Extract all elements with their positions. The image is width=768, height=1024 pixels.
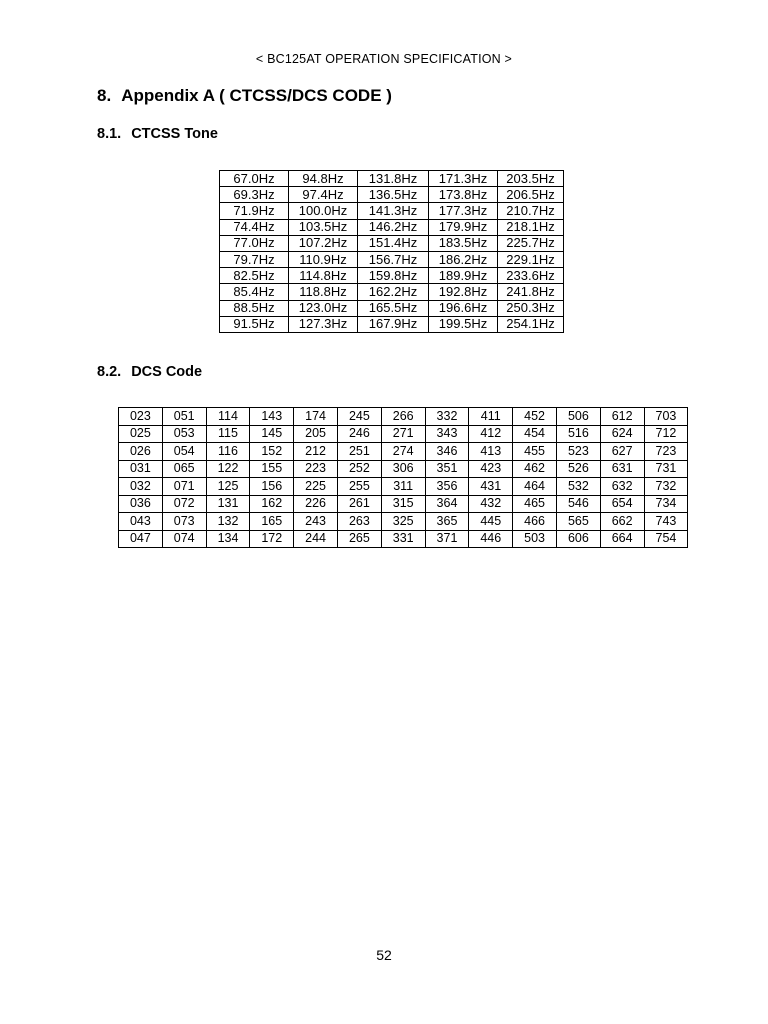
dcs-cell: 662 <box>600 513 644 531</box>
dcs-cell: 252 <box>337 460 381 478</box>
ctcss-row <box>220 300 564 316</box>
running-header: < BC125AT OPERATION SPECIFICATION > <box>255 52 513 66</box>
dcs-cell: 245 <box>337 408 381 426</box>
dcs-cell: 446 <box>469 530 513 548</box>
dcs-cell: 413 <box>469 443 513 461</box>
dcs-cell: 445 <box>469 513 513 531</box>
dcs-cell: 156 <box>250 478 294 496</box>
dcs-cell: 455 <box>513 443 557 461</box>
page-number: 52 <box>376 947 392 963</box>
dcs-cell: 043 <box>119 513 163 531</box>
ctcss-cell: 177.3Hz <box>429 203 498 219</box>
ctcss-cell: 107.2Hz <box>289 235 358 251</box>
dcs-cell: 664 <box>600 530 644 548</box>
dcs-cell: 266 <box>381 408 425 426</box>
ctcss-cell: 141.3Hz <box>358 203 429 219</box>
dcs-cell: 465 <box>513 495 557 513</box>
dcs-cell: 115 <box>206 425 250 443</box>
dcs-cell: 246 <box>337 425 381 443</box>
dcs-cell: 225 <box>294 478 338 496</box>
dcs-cell: 411 <box>469 408 513 426</box>
dcs-cell: 226 <box>294 495 338 513</box>
ctcss-number: 8.1. <box>97 126 122 142</box>
dcs-cell: 325 <box>381 513 425 531</box>
dcs-cell: 332 <box>425 408 469 426</box>
dcs-cell: 431 <box>469 478 513 496</box>
ctcss-cell: 179.9Hz <box>429 219 498 235</box>
dcs-cell: 072 <box>162 495 206 513</box>
dcs-cell: 612 <box>600 408 644 426</box>
dcs-cell: 546 <box>556 495 600 513</box>
dcs-cell: 712 <box>644 425 688 443</box>
dcs-cell: 351 <box>425 460 469 478</box>
ctcss-row <box>220 203 564 219</box>
dcs-cell: 036 <box>119 495 163 513</box>
dcs-cell: 053 <box>162 425 206 443</box>
dcs-cell: 365 <box>425 513 469 531</box>
ctcss-row <box>220 235 564 251</box>
ctcss-cell: 118.8Hz <box>289 284 358 300</box>
ctcss-cell: 167.9Hz <box>358 316 429 332</box>
dcs-row <box>119 443 688 461</box>
ctcss-cell: 192.8Hz <box>429 284 498 300</box>
dcs-cell: 454 <box>513 425 557 443</box>
dcs-cell: 364 <box>425 495 469 513</box>
dcs-cell: 071 <box>162 478 206 496</box>
dcs-cell: 627 <box>600 443 644 461</box>
ctcss-cell: 203.5Hz <box>498 171 564 187</box>
ctcss-cell: 165.5Hz <box>358 300 429 316</box>
ctcss-cell: 229.1Hz <box>498 251 564 267</box>
dcs-cell: 516 <box>556 425 600 443</box>
ctcss-cell: 199.5Hz <box>429 316 498 332</box>
dcs-cell: 065 <box>162 460 206 478</box>
ctcss-cell: 110.9Hz <box>289 251 358 267</box>
dcs-cell: 523 <box>556 443 600 461</box>
dcs-row <box>119 425 688 443</box>
dcs-row <box>119 408 688 426</box>
ctcss-cell: 77.0Hz <box>220 235 289 251</box>
dcs-row <box>119 530 688 548</box>
dcs-cell: 346 <box>425 443 469 461</box>
ctcss-cell: 162.2Hz <box>358 284 429 300</box>
dcs-cell: 503 <box>513 530 557 548</box>
ctcss-cell: 131.8Hz <box>358 171 429 187</box>
ctcss-cell: 82.5Hz <box>220 268 289 284</box>
ctcss-cell: 206.5Hz <box>498 187 564 203</box>
ctcss-cell: 218.1Hz <box>498 219 564 235</box>
ctcss-cell: 85.4Hz <box>220 284 289 300</box>
dcs-cell: 723 <box>644 443 688 461</box>
dcs-cell: 263 <box>337 513 381 531</box>
dcs-cell: 026 <box>119 443 163 461</box>
ctcss-cell: 74.4Hz <box>220 219 289 235</box>
ctcss-cell: 67.0Hz <box>220 171 289 187</box>
ctcss-row <box>220 251 564 267</box>
dcs-cell: 165 <box>250 513 294 531</box>
dcs-row <box>119 495 688 513</box>
ctcss-cell: 100.0Hz <box>289 203 358 219</box>
ctcss-cell: 186.2Hz <box>429 251 498 267</box>
ctcss-cell: 196.6Hz <box>429 300 498 316</box>
ctcss-cell: 146.2Hz <box>358 219 429 235</box>
section-number: 8. <box>97 86 112 105</box>
dcs-cell: 565 <box>556 513 600 531</box>
dcs-cell: 047 <box>119 530 163 548</box>
dcs-cell: 205 <box>294 425 338 443</box>
dcs-cell: 051 <box>162 408 206 426</box>
dcs-cell: 134 <box>206 530 250 548</box>
ctcss-cell: 225.7Hz <box>498 235 564 251</box>
ctcss-cell: 71.9Hz <box>220 203 289 219</box>
dcs-cell: 155 <box>250 460 294 478</box>
dcs-title: DCS Code <box>131 364 203 380</box>
dcs-cell: 315 <box>381 495 425 513</box>
dcs-cell: 462 <box>513 460 557 478</box>
ctcss-cell: 123.0Hz <box>289 300 358 316</box>
dcs-cell: 265 <box>337 530 381 548</box>
ctcss-cell: 159.8Hz <box>358 268 429 284</box>
dcs-row <box>119 460 688 478</box>
dcs-cell: 306 <box>381 460 425 478</box>
ctcss-row <box>220 171 564 187</box>
dcs-cell: 703 <box>644 408 688 426</box>
dcs-cell: 731 <box>644 460 688 478</box>
ctcss-cell: 79.7Hz <box>220 251 289 267</box>
dcs-cell: 131 <box>206 495 250 513</box>
ctcss-cell: 103.5Hz <box>289 219 358 235</box>
dcs-cell: 466 <box>513 513 557 531</box>
dcs-cell: 654 <box>600 495 644 513</box>
dcs-cell: 331 <box>381 530 425 548</box>
dcs-cell: 432 <box>469 495 513 513</box>
dcs-cell: 452 <box>513 408 557 426</box>
dcs-cell: 054 <box>162 443 206 461</box>
dcs-cell: 152 <box>250 443 294 461</box>
dcs-cell: 464 <box>513 478 557 496</box>
ctcss-cell: 241.8Hz <box>498 284 564 300</box>
ctcss-cell: 94.8Hz <box>289 171 358 187</box>
ctcss-cell: 97.4Hz <box>289 187 358 203</box>
ctcss-cell: 171.3Hz <box>429 171 498 187</box>
section-title: Appendix A ( CTCSS/DCS CODE ) <box>121 86 392 105</box>
dcs-cell: 343 <box>425 425 469 443</box>
ctcss-title: CTCSS Tone <box>131 126 218 142</box>
ctcss-row <box>220 316 564 332</box>
dcs-cell: 624 <box>600 425 644 443</box>
ctcss-row <box>220 284 564 300</box>
dcs-cell: 311 <box>381 478 425 496</box>
dcs-cell: 122 <box>206 460 250 478</box>
ctcss-row <box>220 219 564 235</box>
dcs-cell: 606 <box>556 530 600 548</box>
dcs-cell: 631 <box>600 460 644 478</box>
dcs-cell: 251 <box>337 443 381 461</box>
dcs-cell: 261 <box>337 495 381 513</box>
dcs-cell: 632 <box>600 478 644 496</box>
ctcss-cell: 250.3Hz <box>498 300 564 316</box>
ctcss-cell: 189.9Hz <box>429 268 498 284</box>
ctcss-cell: 88.5Hz <box>220 300 289 316</box>
dcs-cell: 073 <box>162 513 206 531</box>
dcs-cell: 274 <box>381 443 425 461</box>
dcs-cell: 371 <box>425 530 469 548</box>
ctcss-cell: 254.1Hz <box>498 316 564 332</box>
dcs-cell: 074 <box>162 530 206 548</box>
dcs-cell: 132 <box>206 513 250 531</box>
ctcss-cell: 91.5Hz <box>220 316 289 332</box>
dcs-cell: 244 <box>294 530 338 548</box>
dcs-cell: 255 <box>337 478 381 496</box>
dcs-cell: 116 <box>206 443 250 461</box>
dcs-number: 8.2. <box>97 364 122 380</box>
dcs-cell: 754 <box>644 530 688 548</box>
ctcss-cell: 69.3Hz <box>220 187 289 203</box>
ctcss-cell: 127.3Hz <box>289 316 358 332</box>
dcs-cell: 212 <box>294 443 338 461</box>
dcs-code-table <box>118 407 688 548</box>
dcs-cell: 423 <box>469 460 513 478</box>
ctcss-heading <box>97 126 218 142</box>
dcs-row <box>119 478 688 496</box>
dcs-cell: 174 <box>294 408 338 426</box>
dcs-cell: 526 <box>556 460 600 478</box>
dcs-cell: 732 <box>644 478 688 496</box>
ctcss-cell: 183.5Hz <box>429 235 498 251</box>
dcs-cell: 356 <box>425 478 469 496</box>
dcs-cell: 032 <box>119 478 163 496</box>
dcs-row <box>119 513 688 531</box>
dcs-cell: 023 <box>119 408 163 426</box>
section-heading <box>97 86 392 106</box>
ctcss-cell: 210.7Hz <box>498 203 564 219</box>
ctcss-cell: 233.6Hz <box>498 268 564 284</box>
dcs-cell: 162 <box>250 495 294 513</box>
dcs-heading <box>97 364 202 380</box>
dcs-cell: 025 <box>119 425 163 443</box>
dcs-cell: 125 <box>206 478 250 496</box>
ctcss-cell: 136.5Hz <box>358 187 429 203</box>
ctcss-cell: 151.4Hz <box>358 235 429 251</box>
ctcss-row <box>220 268 564 284</box>
ctcss-tone-table <box>219 170 564 333</box>
dcs-cell: 743 <box>644 513 688 531</box>
dcs-cell: 412 <box>469 425 513 443</box>
dcs-cell: 223 <box>294 460 338 478</box>
dcs-cell: 506 <box>556 408 600 426</box>
ctcss-cell: 114.8Hz <box>289 268 358 284</box>
dcs-cell: 532 <box>556 478 600 496</box>
ctcss-cell: 173.8Hz <box>429 187 498 203</box>
dcs-cell: 031 <box>119 460 163 478</box>
dcs-cell: 114 <box>206 408 250 426</box>
dcs-cell: 734 <box>644 495 688 513</box>
dcs-cell: 271 <box>381 425 425 443</box>
dcs-cell: 143 <box>250 408 294 426</box>
dcs-cell: 172 <box>250 530 294 548</box>
dcs-cell: 243 <box>294 513 338 531</box>
ctcss-cell: 156.7Hz <box>358 251 429 267</box>
dcs-cell: 145 <box>250 425 294 443</box>
ctcss-row <box>220 187 564 203</box>
